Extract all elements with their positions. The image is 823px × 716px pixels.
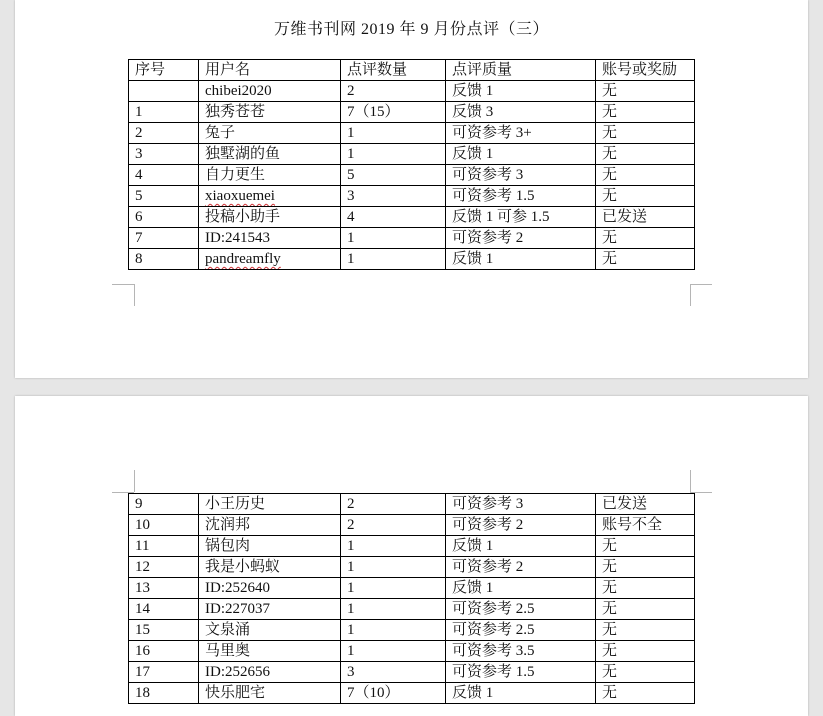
table-row xyxy=(129,144,695,165)
cell-count[interactable]: 1 xyxy=(341,228,446,249)
cell-quality[interactable]: 可资参考 2.5 xyxy=(446,620,596,641)
cell-user[interactable]: 独墅湖的鱼 xyxy=(199,144,341,165)
cell-user[interactable]: 锅包肉 xyxy=(199,536,341,557)
cell-quality[interactable]: 可资参考 3+ xyxy=(446,123,596,144)
header-cell-reward[interactable]: 账号或奖励 xyxy=(596,60,695,81)
cell-reward[interactable]: 无 xyxy=(596,578,695,599)
spellcheck-flagged-text: xiaoxuemei xyxy=(205,188,275,204)
header-cell-no[interactable]: 序号 xyxy=(129,60,199,81)
cell-quality[interactable]: 可资参考 2 xyxy=(446,515,596,536)
cell-quality[interactable]: 反馈 1 xyxy=(446,578,596,599)
cell-no[interactable]: 5 xyxy=(129,186,199,207)
table-row xyxy=(129,186,695,207)
cell-user[interactable] xyxy=(199,249,341,270)
cell-user[interactable]: chibei2020 xyxy=(199,81,341,102)
cell-quality[interactable]: 可资参考 3 xyxy=(446,494,596,515)
cell-user[interactable]: 小王历史 xyxy=(199,494,341,515)
cell-no[interactable]: 16 xyxy=(129,641,199,662)
cell-no[interactable]: 2 xyxy=(129,123,199,144)
table-row xyxy=(129,165,695,186)
cell-user[interactable]: 自力更生 xyxy=(199,165,341,186)
cell-user[interactable]: ID:241543 xyxy=(199,228,341,249)
cell-user[interactable]: 独秀苍苍 xyxy=(199,102,341,123)
document-page-1 xyxy=(15,0,808,378)
cell-reward[interactable]: 无 xyxy=(596,557,695,578)
cell-count[interactable]: 3 xyxy=(341,662,446,683)
table-row xyxy=(129,494,695,515)
cell-count[interactable]: 7（15） xyxy=(341,102,446,123)
cell-user[interactable]: ID:252656 xyxy=(199,662,341,683)
header-cell-user[interactable]: 用户名 xyxy=(199,60,341,81)
cell-no[interactable]: 18 xyxy=(129,683,199,704)
cell-quality[interactable]: 可资参考 3.5 xyxy=(446,641,596,662)
cell-count[interactable]: 1 xyxy=(341,557,446,578)
cell-no[interactable]: 10 xyxy=(129,515,199,536)
cell-reward[interactable]: 无 xyxy=(596,620,695,641)
header-cell-quality[interactable]: 点评质量 xyxy=(446,60,596,81)
cell-count[interactable]: 3 xyxy=(341,186,446,207)
cell-reward[interactable]: 无 xyxy=(596,123,695,144)
table-row xyxy=(129,228,695,249)
cell-user[interactable]: 沈润邦 xyxy=(199,515,341,536)
cell-count[interactable]: 5 xyxy=(341,165,446,186)
cell-no[interactable] xyxy=(129,81,199,102)
document-page-2 xyxy=(15,396,808,716)
cell-count[interactable]: 1 xyxy=(341,144,446,165)
cell-no[interactable]: 15 xyxy=(129,620,199,641)
cell-quality[interactable]: 可资参考 1.5 xyxy=(446,662,596,683)
cell-quality[interactable]: 可资参考 1.5 xyxy=(446,186,596,207)
cell-count[interactable]: 2 xyxy=(341,515,446,536)
cell-user[interactable]: 快乐肥宅 xyxy=(199,683,341,704)
cell-no[interactable]: 1 xyxy=(129,102,199,123)
cell-no[interactable]: 13 xyxy=(129,578,199,599)
crop-mark xyxy=(134,470,135,492)
cell-no[interactable]: 6 xyxy=(129,207,199,228)
table-row xyxy=(129,81,695,102)
cell-no[interactable]: 8 xyxy=(129,249,199,270)
crop-mark xyxy=(690,284,691,306)
cell-user[interactable]: ID:227037 xyxy=(199,599,341,620)
cell-reward[interactable]: 无 xyxy=(596,144,695,165)
table-row xyxy=(129,515,695,536)
table-row xyxy=(129,207,695,228)
cell-no[interactable]: 17 xyxy=(129,662,199,683)
cell-quality[interactable]: 反馈 3 xyxy=(446,102,596,123)
review-table-page-2 xyxy=(128,493,695,704)
review-table-page-1 xyxy=(128,59,695,270)
cell-reward[interactable]: 无 xyxy=(596,599,695,620)
cell-reward[interactable]: 无 xyxy=(596,165,695,186)
cell-quality[interactable]: 可资参考 2 xyxy=(446,228,596,249)
cell-count[interactable]: 1 xyxy=(341,641,446,662)
cell-no[interactable]: 11 xyxy=(129,536,199,557)
cell-count[interactable]: 7（10） xyxy=(341,683,446,704)
cell-reward[interactable]: 无 xyxy=(596,683,695,704)
cell-count[interactable]: 1 xyxy=(341,599,446,620)
table-row xyxy=(129,662,695,683)
table-row xyxy=(129,641,695,662)
cell-user[interactable]: 文泉涌 xyxy=(199,620,341,641)
cell-no[interactable]: 7 xyxy=(129,228,199,249)
cell-user[interactable]: 兔子 xyxy=(199,123,341,144)
table-header-row xyxy=(129,60,695,81)
cell-quality[interactable]: 反馈 1 xyxy=(446,249,596,270)
cell-count[interactable]: 2 xyxy=(341,81,446,102)
crop-mark xyxy=(134,284,135,306)
cell-reward[interactable]: 无 xyxy=(596,228,695,249)
cell-reward[interactable]: 账号不全 xyxy=(596,515,695,536)
cell-user[interactable]: 我是小蚂蚁 xyxy=(199,557,341,578)
cell-count[interactable]: 2 xyxy=(341,494,446,515)
cell-no[interactable]: 9 xyxy=(129,494,199,515)
cell-reward[interactable]: 无 xyxy=(596,662,695,683)
cell-quality[interactable]: 可资参考 3 xyxy=(446,165,596,186)
table-row xyxy=(129,578,695,599)
cell-no[interactable]: 3 xyxy=(129,144,199,165)
cell-reward[interactable]: 无 xyxy=(596,641,695,662)
cell-no[interactable]: 12 xyxy=(129,557,199,578)
cell-count[interactable]: 4 xyxy=(341,207,446,228)
cell-quality[interactable]: 反馈 1 xyxy=(446,536,596,557)
cell-quality[interactable]: 反馈 1 可参 1.5 xyxy=(446,207,596,228)
cell-quality[interactable]: 反馈 1 xyxy=(446,683,596,704)
cell-reward[interactable]: 无 xyxy=(596,249,695,270)
cell-user[interactable]: 马里奥 xyxy=(199,641,341,662)
table-row xyxy=(129,557,695,578)
cell-count[interactable]: 1 xyxy=(341,536,446,557)
cell-quality[interactable]: 可资参考 2.5 xyxy=(446,599,596,620)
cell-reward[interactable]: 无 xyxy=(596,186,695,207)
cell-no[interactable]: 4 xyxy=(129,165,199,186)
header-cell-count[interactable]: 点评数量 xyxy=(341,60,446,81)
cell-count[interactable]: 1 xyxy=(341,249,446,270)
table-row xyxy=(129,249,695,270)
table-row xyxy=(129,620,695,641)
table-row xyxy=(129,123,695,144)
cell-quality[interactable]: 可资参考 2 xyxy=(446,557,596,578)
cell-quality[interactable]: 反馈 1 xyxy=(446,144,596,165)
cell-reward[interactable]: 无 xyxy=(596,81,695,102)
crop-mark xyxy=(112,284,134,285)
cell-user[interactable] xyxy=(199,186,341,207)
crop-mark xyxy=(690,470,691,492)
cell-reward[interactable]: 无 xyxy=(596,536,695,557)
cell-count[interactable]: 1 xyxy=(341,620,446,641)
table-row xyxy=(129,683,695,704)
cell-user[interactable]: 投稿小助手 xyxy=(199,207,341,228)
document-title[interactable]: 万维书刊网 2019 年 9 月份点评（三） xyxy=(273,21,549,38)
table-row xyxy=(129,599,695,620)
cell-reward[interactable]: 无 xyxy=(596,102,695,123)
cell-reward[interactable]: 已发送 xyxy=(596,207,695,228)
cell-count[interactable]: 1 xyxy=(341,123,446,144)
cell-user[interactable]: ID:252640 xyxy=(199,578,341,599)
spellcheck-flagged-text: pandreamfly xyxy=(205,251,281,267)
table-row xyxy=(129,536,695,557)
table-row xyxy=(129,102,695,123)
cell-no[interactable]: 14 xyxy=(129,599,199,620)
cell-quality[interactable]: 反馈 1 xyxy=(446,81,596,102)
cell-reward[interactable]: 已发送 xyxy=(596,494,695,515)
cell-count[interactable]: 1 xyxy=(341,578,446,599)
crop-mark xyxy=(690,284,712,285)
